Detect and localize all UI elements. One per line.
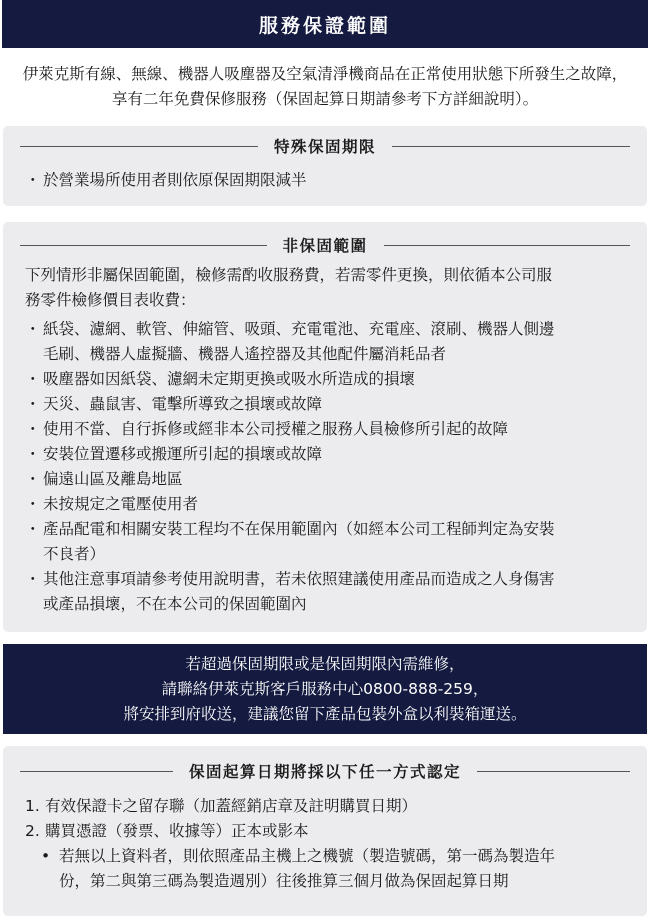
- special-list: [25, 168, 629, 193]
- intro-line: 伊萊克斯有線、無線、機器人吸塵器及空氣清淨機商品在正常使用狀態下所發生之故障，: [22, 65, 628, 83]
- bullet-icon: ・: [25, 570, 41, 588]
- list-item: [25, 467, 629, 492]
- page-title: 服務保證範圍: [258, 14, 391, 37]
- non-warranty-panel: [3, 222, 647, 632]
- bullet-icon: ・: [25, 395, 41, 413]
- special-warranty-panel: [3, 126, 647, 206]
- item-text: 購買憑證（發票、收據等）正本或影本: [45, 822, 309, 840]
- section-title: 非保固範圍: [282, 237, 368, 255]
- section-heading: [20, 760, 630, 782]
- item-text: 產品配電和相關安裝工程均不在保用範圍內（如經本公司工程師判定為安裝: [43, 520, 555, 538]
- item-text: 有效保證卡之留存聯（加蓋經銷店章及註明購買日期）: [45, 797, 418, 815]
- item-text: 使用不當、自行拆修或經非本公司授權之服務人員檢修所引起的故障: [43, 420, 509, 438]
- list-item: [25, 317, 629, 367]
- divider: [20, 245, 267, 246]
- bullet-icon: ・: [25, 320, 41, 338]
- item-text: 不良者）: [43, 545, 106, 563]
- bullet-icon: ・: [25, 420, 41, 438]
- item-text: 若無以上資料者，則依照產品主機上之機號（製造號碼，第一碼為製造年: [59, 847, 556, 865]
- service-notice-banner: [3, 644, 647, 734]
- list-item: [25, 442, 629, 467]
- bullet-icon: ・: [25, 171, 41, 189]
- section-title: 特殊保固期限: [274, 138, 377, 156]
- item-text: 偏遠山區及離島地區: [43, 470, 183, 488]
- list-item: [25, 567, 629, 617]
- item-text: 安裝位置遷移或搬運所引起的損壞或故障: [43, 445, 323, 463]
- bullet-icon: ・: [25, 370, 41, 388]
- section-heading: [20, 234, 630, 256]
- item-text: 或產品損壞，不在本公司的保固範圍內: [43, 595, 307, 613]
- bullet-icon: ・: [25, 495, 41, 513]
- list-item: [25, 392, 629, 417]
- section-heading: [20, 135, 630, 157]
- section-title: 保固起算日期將採以下任一方式認定: [189, 763, 462, 781]
- desc-line: 下列情形非屬保固範圍，檢修需酌收服務費，若需零件更換，則依循本公司服: [25, 266, 553, 284]
- intro-text: [0, 62, 650, 112]
- bullet-icon: ・: [25, 470, 41, 488]
- item-text: 份，第二與第三碼為製造週別）往後推算三個月做為保固起算日期: [59, 872, 509, 890]
- list-item: [25, 367, 629, 392]
- list-item: [25, 517, 629, 567]
- desc-line: 務零件檢修價目表收費：: [25, 291, 196, 309]
- divider: [20, 146, 258, 147]
- non-warranty-list: [25, 317, 629, 617]
- item-text: 其他注意事項請參考使用說明書，若未依照建議使用產品而造成之人身傷害: [43, 570, 555, 588]
- warranty-start-panel: [3, 746, 647, 916]
- sub-list-item: [25, 844, 629, 894]
- divider: [392, 146, 630, 147]
- notice-line: 將安排到府收送，建議您留下產品包裝外盒以利裝箱運送。: [123, 705, 527, 723]
- bullet-icon: •: [41, 847, 51, 865]
- divider: [20, 771, 173, 772]
- divider: [477, 771, 630, 772]
- bullet-icon: ・: [25, 520, 41, 538]
- list-item: [25, 819, 629, 844]
- list-item: [25, 492, 629, 517]
- intro-line: 享有二年免費保修服務（保固起算日期請參考下方詳細說明）。: [111, 90, 539, 108]
- item-text: 於營業場所使用者則依原保固期限減半: [43, 171, 307, 189]
- item-number: 1.: [25, 797, 40, 815]
- list-item: [25, 794, 629, 819]
- notice-line: 若超過保固期限或是保固期限內需維修，: [185, 655, 465, 673]
- header-banner: [2, 0, 648, 48]
- item-text: 未按規定之電壓使用者: [43, 495, 199, 513]
- bullet-icon: ・: [25, 445, 41, 463]
- divider: [384, 245, 631, 246]
- list-item: [25, 417, 629, 442]
- item-number: 2.: [25, 822, 40, 840]
- item-text: 紙袋、濾網、軟管、伸縮管、吸頭、充電電池、充電座、滾刷、機器人側邊: [43, 320, 555, 338]
- list-item: [25, 168, 629, 193]
- item-text: 吸塵器如因紙袋、濾網未定期更換或吸水所造成的損壞: [43, 370, 416, 388]
- item-text: 天災、蟲鼠害、電擊所導致之損壞或故障: [43, 395, 323, 413]
- start-date-list: [25, 794, 629, 894]
- non-warranty-description: [25, 263, 629, 313]
- notice-line: 請聯絡伊萊克斯客戶服務中心0800-888-259，: [161, 680, 489, 698]
- item-text: 毛刷、機器人虛擬牆、機器人遙控器及其他配件屬消耗品者: [43, 345, 447, 363]
